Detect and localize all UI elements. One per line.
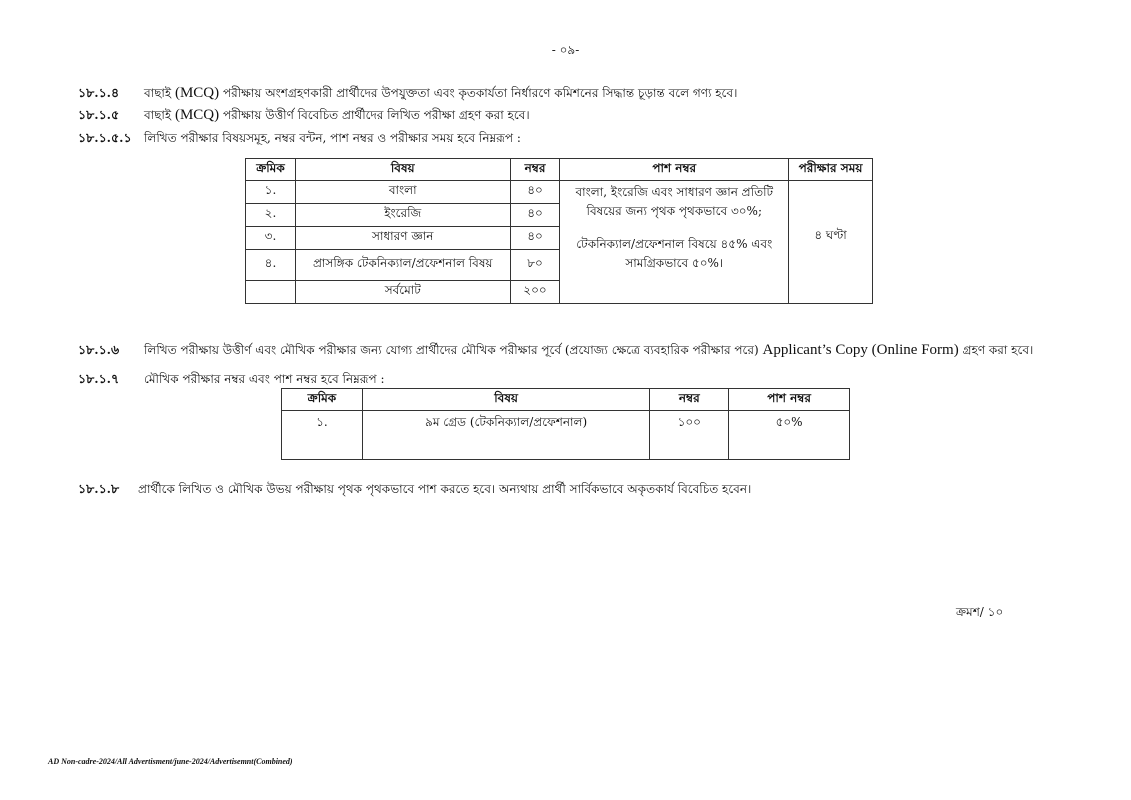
- header-serial: ক্রমিক: [246, 159, 296, 181]
- pass-text-general: বাংলা, ইংরেজি এবং সাধারণ জ্ঞান প্রতিটি বিষয়ের জন্য পৃথক পৃথকভাবে ৩০%;: [575, 185, 774, 218]
- header-subject: বিষয়: [362, 389, 649, 411]
- marks-cell: ৮০: [510, 250, 560, 281]
- table-row: [282, 411, 850, 460]
- subject-cell: সাধারণ জ্ঞান: [295, 227, 510, 250]
- clause-number: ১৮.১.৫.১: [78, 130, 132, 145]
- clause-text: বাছাই (MCQ) পরীক্ষায় উত্তীর্ণ বিবেচিত প্রার্থীদের লিখিত পরীক্ষা গ্রহণ করা হবে।: [144, 107, 530, 123]
- clause-text: মৌখিক পরীক্ষার নম্বর এবং পাশ নম্বর হবে নিম্নরূপ :: [144, 372, 385, 386]
- subject-cell: বাংলা: [295, 181, 510, 204]
- clause-18-1-5-1: [78, 130, 521, 146]
- clause-number: ১৮.১.৪: [78, 85, 120, 100]
- page-number: - ০৯-: [551, 43, 580, 57]
- pass-marks-cell: [560, 181, 789, 304]
- clause-18-1-7: [78, 371, 385, 387]
- serial-cell: ২.: [246, 204, 296, 227]
- written-exam-table: [245, 158, 873, 304]
- header-serial: ক্রমিক: [282, 389, 363, 411]
- serial-cell-empty: [246, 281, 296, 304]
- header-marks: নম্বর: [650, 389, 729, 411]
- subject-cell: ৯ম গ্রেড (টেকনিক্যাল/প্রফেশনাল): [362, 411, 649, 460]
- marks-cell: ৪০: [510, 181, 560, 204]
- subject-cell: ইংরেজি: [295, 204, 510, 227]
- total-marks: ২০০: [510, 281, 560, 304]
- clause-number: ১৮.১.৭: [78, 371, 120, 386]
- pass-marks-cell: ৫০%: [729, 411, 850, 460]
- clause-18-1-5: [78, 107, 530, 123]
- clause-number: ১৮.১.৫: [78, 107, 120, 122]
- table-header-row: [246, 159, 873, 181]
- pass-text-technical: টেকনিক্যাল/প্রফেশনাল বিষয়ে ৪৫% এবং সামগ্রিকভাবে ৫০%।: [576, 237, 773, 270]
- marks-cell: ৪০: [510, 227, 560, 250]
- footer-file-path: AD Non-cadre-2024/All Advertisment/june-2024/Advertisemnt(Combined): [48, 757, 293, 766]
- marks-cell: ৪০: [510, 204, 560, 227]
- clause-18-1-6: [78, 342, 1033, 358]
- header-subject: বিষয়: [295, 159, 510, 181]
- serial-cell: ১.: [282, 411, 363, 460]
- marks-cell: ১০০: [650, 411, 729, 460]
- clause-18-1-8: [78, 481, 751, 497]
- header-pass-marks: পাশ নম্বর: [729, 389, 850, 411]
- table-row: [246, 181, 873, 204]
- clause-text: বাছাই (MCQ) পরীক্ষায় অংশগ্রহণকারী প্রার্থীদের উপযুক্ততা এবং কৃতকার্যতা নির্ধারণে কমিশনের সিদ্ধান্ত চূড়ান্ত বলে গণ্য হবে।: [144, 85, 738, 101]
- clause-number: ১৮.১.৮: [78, 481, 120, 496]
- header-marks: নম্বর: [510, 159, 560, 181]
- exam-time-cell: ৪ ঘণ্টা: [789, 181, 873, 304]
- clause-text: লিখিত পরীক্ষার বিষয়সমূহ, নম্বর বন্টন, পাশ নম্বর ও পরীক্ষার সময় হবে নিম্নরূপ :: [144, 131, 521, 145]
- clause-text: লিখিত পরীক্ষায় উত্তীর্ণ এবং মৌখিক পরীক্ষার জন্য যোগ্য প্রার্থীদের মৌখিক পরীক্ষার পূর্বে (প্রযোজ্য ক্ষেত্রে ব্যবহারিক পরীক্ষার পরে) Applicant’s Copy (Online Form) গ্রহণ করা হবে।: [144, 342, 1034, 358]
- clause-number: ১৮.১.৬: [78, 342, 120, 357]
- serial-cell: ৩.: [246, 227, 296, 250]
- clause-18-1-4: [78, 85, 737, 101]
- header-exam-time: পরীক্ষার সময়: [789, 159, 873, 181]
- total-label: সর্বমোট: [295, 281, 510, 304]
- serial-cell: ১.: [246, 181, 296, 204]
- table-header-row: [282, 389, 850, 411]
- header-pass-marks: পাশ নম্বর: [560, 159, 789, 181]
- viva-exam-table: [281, 388, 850, 460]
- serial-cell: ৪.: [246, 250, 296, 281]
- clause-text: প্রার্থীকে লিখিত ও মৌখিক উভয় পরীক্ষায় পৃথক পৃথকভাবে পাশ করতে হবে। অন্যথায় প্রার্থী সার্বিকভাবে অকৃতকার্য বিবেচিত হবেন।: [138, 482, 752, 496]
- continued-marker: ক্রমশ/ ১০: [956, 605, 1004, 619]
- subject-cell: প্রাসঙ্গিক টেকনিক্যাল/প্রফেশনাল বিষয়: [295, 250, 510, 281]
